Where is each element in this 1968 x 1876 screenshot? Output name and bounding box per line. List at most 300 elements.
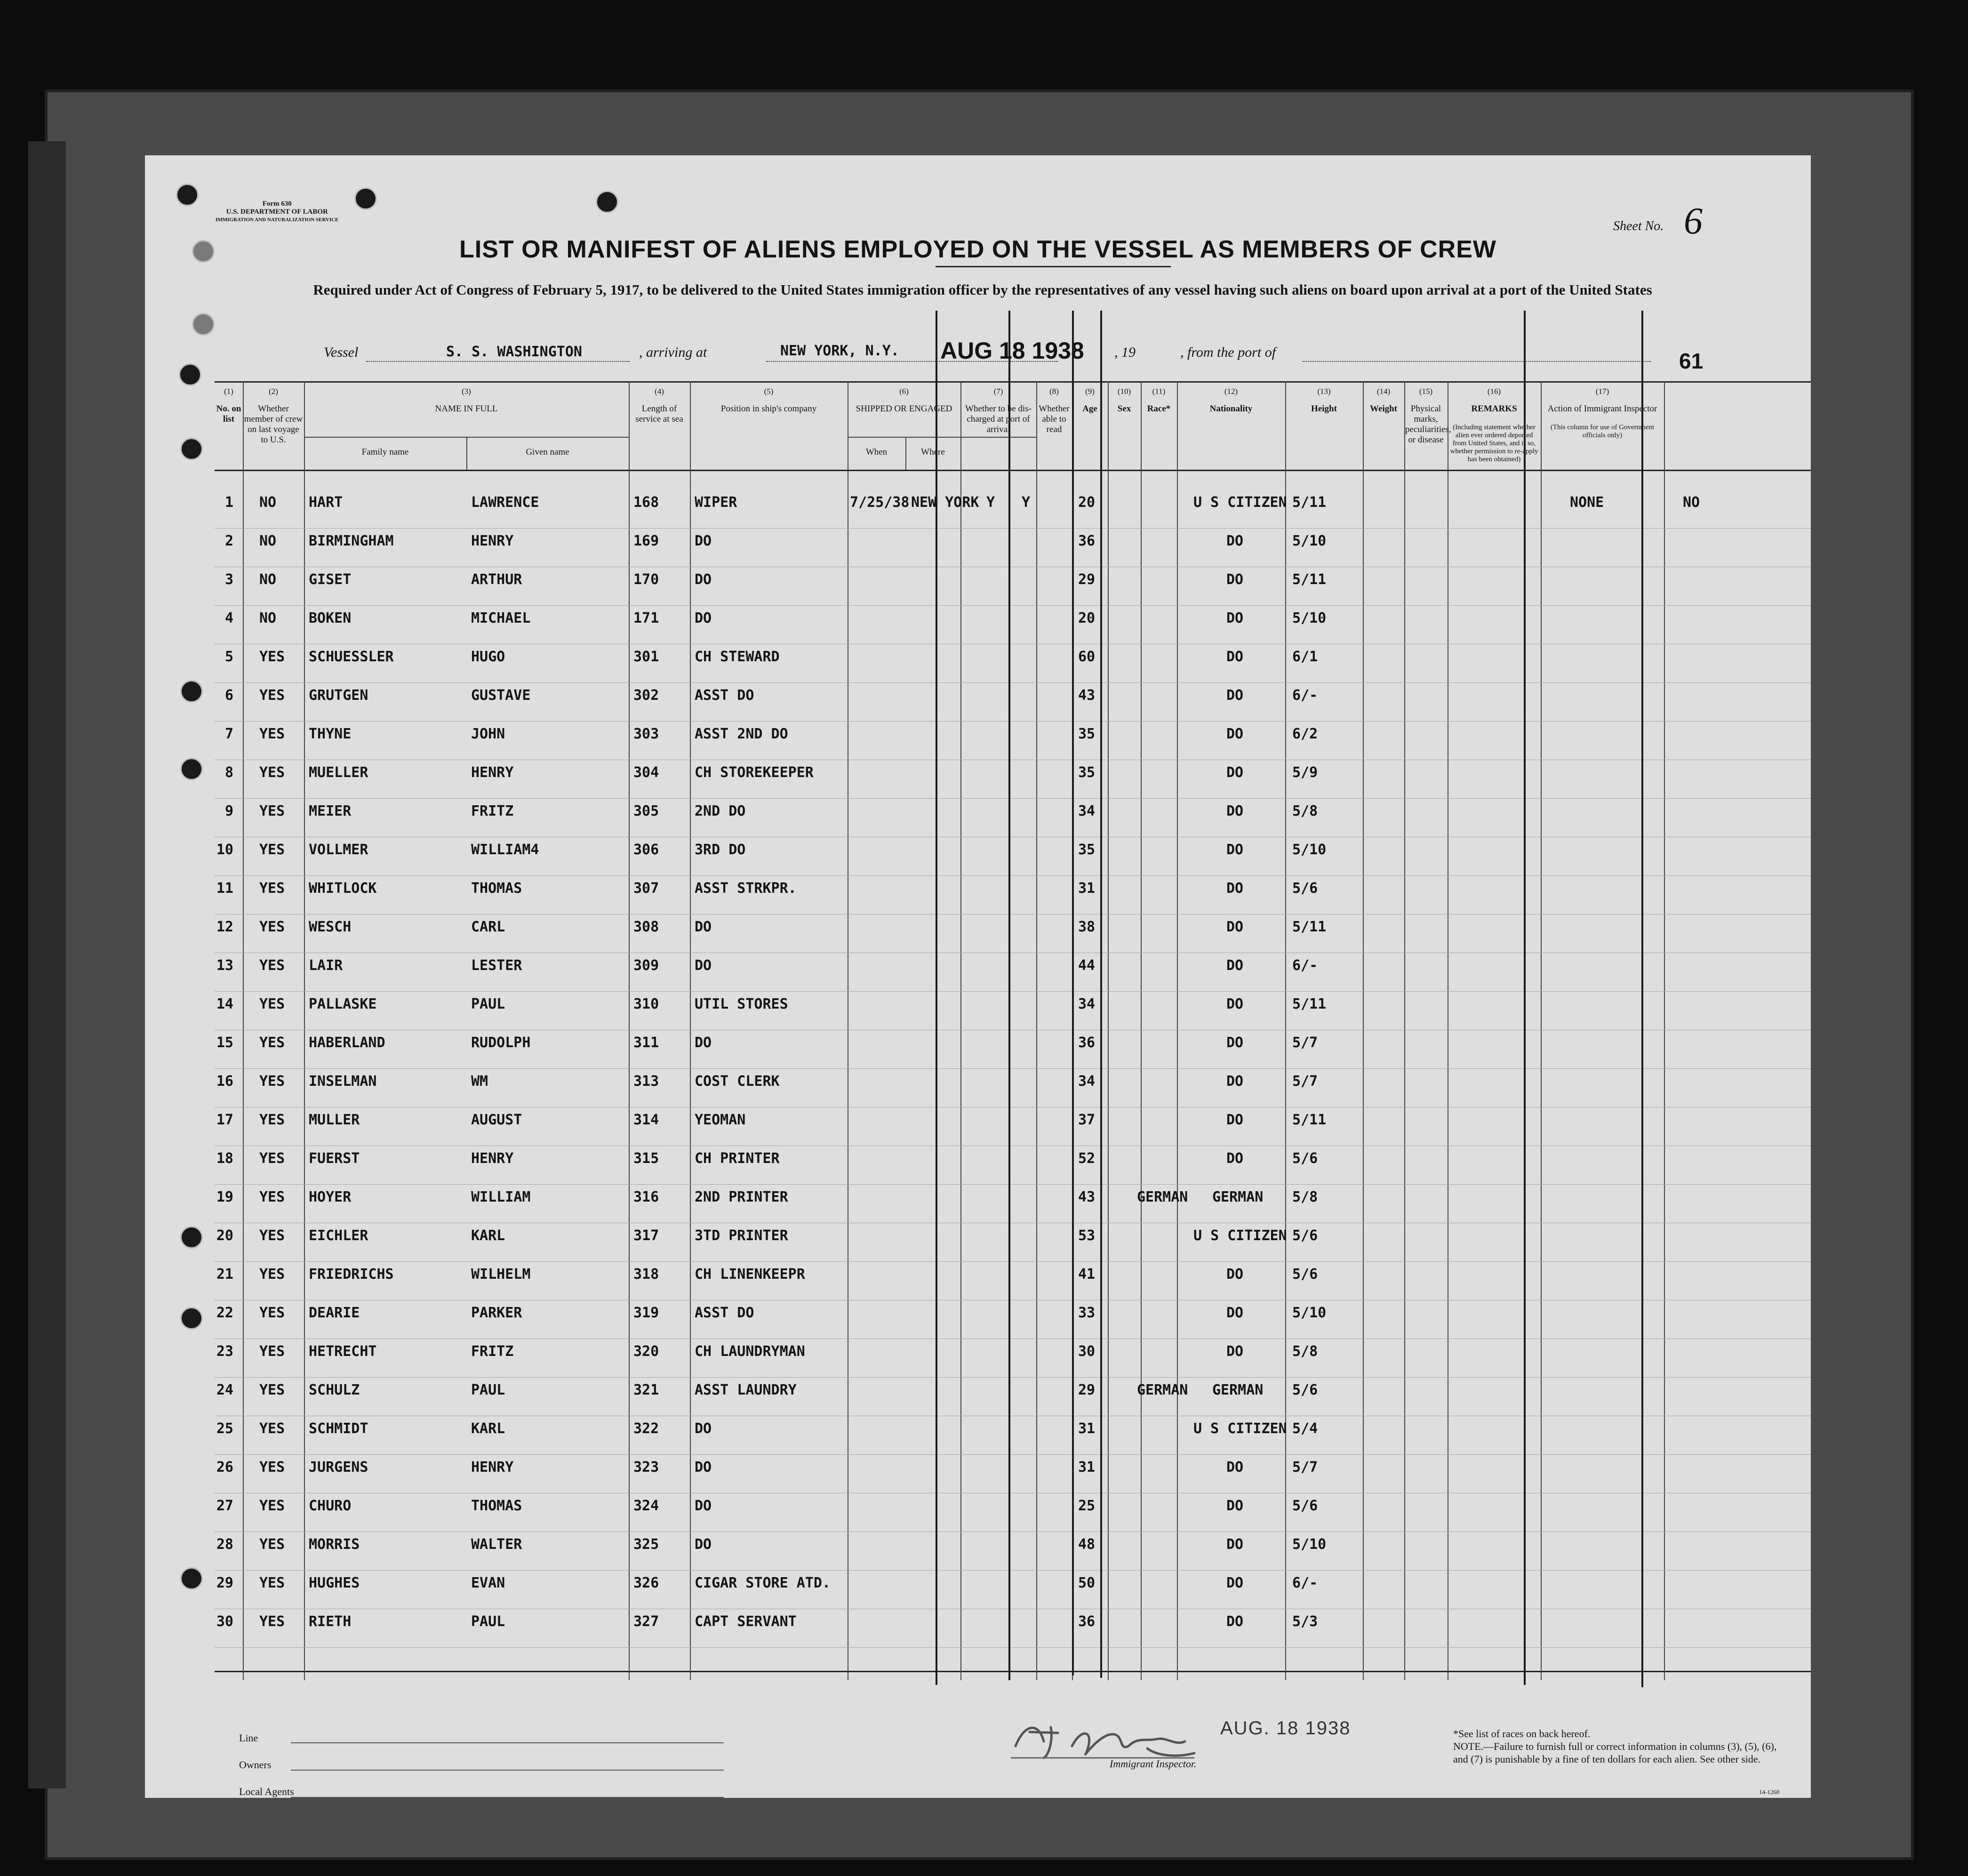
age-cell: 43 [1078,687,1096,704]
given-name-cell: KARL [471,1227,505,1244]
nationality-cell: DO [1226,1305,1244,1321]
last-voyage-cell: YES [259,1227,285,1244]
height-cell: 5/10 [1292,533,1327,549]
page-subtitle: Required under Act of Congress of February 5, 1917, to be delivered to the United States immigration officer by the representatives of any vessel having such aliens on board upon arrival at a port of the United States [313,281,1652,298]
service-length-cell: 316 [633,1189,659,1205]
position-cell: ASST STRKPR. [695,880,797,897]
service-length-cell: 311 [633,1034,659,1051]
column-number: (17) [1595,387,1609,396]
given-name-cell: PAUL [471,1382,505,1398]
row-number: 27 [216,1498,233,1514]
family-name-cell: HART [309,494,343,511]
position-cell: CH PRINTER [695,1150,780,1167]
given-name-cell: LAWRENCE [471,494,539,511]
given-name-cell: ARTHUR [471,571,522,588]
nationality-cell: DO [1226,1112,1244,1128]
punch-hole [354,187,377,210]
column-header: Action of Immigrant Inspector [1547,404,1657,414]
height-cell: 5/6 [1292,880,1318,897]
nationality-cell: DO [1226,1613,1244,1630]
physical-marks-cell: NONE [1570,494,1604,511]
position-cell: ASST DO [695,687,754,704]
position-cell: DO [695,1034,712,1051]
service-length-cell: 318 [633,1266,659,1283]
owners-field [291,1770,724,1771]
column-number: (11) [1152,387,1166,396]
given-name-cell: WILLIAM [471,1189,531,1205]
last-voyage-cell: YES [259,957,285,974]
punch-hole [176,184,199,206]
row-number: 22 [216,1305,233,1321]
age-cell: 43 [1078,1189,1096,1205]
column-number: (2) [269,387,278,396]
race-cell: U S CITIZEN [1193,1227,1287,1244]
column-rule [1108,381,1109,1680]
age-cell: 33 [1078,1305,1096,1321]
last-voyage-cell: YES [259,803,285,819]
age-cell: 48 [1078,1536,1096,1553]
given-name-cell: LESTER [471,957,522,974]
last-voyage-cell: NO [259,571,277,588]
nationality-cell: DO [1226,1343,1244,1360]
race-cell: GERMAN [1137,1189,1188,1205]
age-cell: 34 [1078,1073,1096,1090]
family-name-cell: FUERST [309,1150,360,1167]
given-name-cell: HENRY [471,764,514,781]
family-name-cell: LAIR [309,957,343,974]
column-rule [304,381,305,1680]
row-rule [215,721,1811,722]
nationality-cell: DO [1226,610,1244,626]
height-cell: 5/6 [1292,1266,1318,1283]
row-rule [215,528,1811,529]
nationality-cell: DO [1226,1498,1244,1514]
column-number: (12) [1224,387,1238,396]
shipped-where-cell: NEW YORK [911,494,979,511]
service-length-cell: 314 [633,1112,659,1128]
row-rule [215,1184,1811,1185]
column-header-note: (Including statement whether alien ever ordered deported from United States, and if so, whether permission to re-apply has been obtained) [1450,424,1538,463]
age-cell: 37 [1078,1112,1096,1128]
service-length-cell: 309 [633,957,659,974]
height-cell: 6/- [1292,687,1318,704]
position-cell: UTIL STORES [695,996,788,1012]
height-cell: 5/10 [1292,1305,1327,1321]
row-rule [215,1261,1811,1262]
row-number: 25 [216,1420,233,1437]
given-name-cell: FRITZ [471,1343,514,1360]
column-header: Position in ship's company [720,404,817,414]
family-name-cell: PALLASKE [309,996,377,1012]
last-voyage-cell: YES [259,649,285,665]
given-name-cell: FRITZ [471,803,514,819]
column-header: No. on list [216,404,241,424]
height-cell: 5/7 [1292,1034,1318,1051]
column-subheader: When [865,447,888,457]
arriving-port: NEW YORK, N.Y. [780,343,899,359]
family-name-cell: HABERLAND [309,1034,385,1051]
arriving-dotline [766,361,1058,362]
position-cell: 3RD DO [695,842,746,858]
family-name-cell: MUELLER [309,764,368,781]
row-number: 24 [216,1382,233,1398]
service-length-cell: 327 [633,1613,659,1630]
given-name-cell: MICHAEL [471,610,531,626]
row-rule [215,1570,1811,1571]
given-name-cell: WILLIAM4 [471,842,539,858]
inspector-signature [1006,1713,1204,1765]
row-number: 12 [216,919,233,935]
family-name-cell: MEIER [309,803,352,819]
row-number: 15 [216,1034,233,1051]
nationality-cell: DO [1226,571,1244,588]
race-cell: GERMAN [1137,1382,1188,1398]
service-length-cell: 304 [633,764,659,781]
last-voyage-cell: YES [259,1459,285,1475]
nationality-cell: GERMAN [1212,1189,1264,1205]
position-cell: 2ND PRINTER [695,1189,788,1205]
given-name-cell: HENRY [471,1459,514,1475]
row-number: 13 [216,957,233,974]
last-voyage-cell: NO [259,533,277,549]
service-length-cell: 317 [633,1227,659,1244]
vessel-label: Vessel [324,345,359,360]
last-voyage-cell: YES [259,1613,285,1630]
nationality-cell: DO [1226,1150,1244,1167]
punch-hole [596,191,618,213]
nationality-cell: DO [1226,1459,1244,1475]
column-rule [1177,381,1178,1680]
nationality-cell: DO [1226,687,1244,704]
row-number: 16 [216,1073,233,1090]
family-name-cell: FRIEDRICHS [309,1266,394,1283]
age-cell: 38 [1078,919,1096,935]
nationality-cell: GERMAN [1212,1382,1264,1398]
column-rule [1541,381,1542,1680]
last-voyage-cell: NO [259,610,277,626]
ditto-mark [1641,311,1643,1687]
nationality-cell: DO [1226,649,1244,665]
column-subheader: Family name [361,447,409,457]
footnotes [1453,1727,1783,1765]
punch-hole [180,1226,203,1249]
from-port-dotline [1303,361,1651,362]
year-label: , 19 [1114,345,1136,360]
service-length-cell: 170 [633,571,659,588]
height-cell: 6/2 [1292,726,1318,742]
service-length-cell: 306 [633,842,659,858]
form-code: 14-1260 [1759,1788,1780,1796]
family-name-cell: WHITLOCK [309,880,377,897]
nationality-cell: DO [1226,1575,1244,1591]
last-voyage-cell: YES [259,996,285,1012]
last-voyage-cell: YES [259,1498,285,1514]
family-name-cell: VOLLMER [309,842,368,858]
row-rule [215,875,1811,876]
given-name-cell: WILHELM [471,1266,531,1283]
column-header: Height [1311,404,1337,414]
column-number: (5) [764,387,774,396]
given-name-cell: CARL [471,919,505,935]
owners-label: Owners [239,1759,272,1771]
voyage-line [145,339,1811,372]
row-number: 30 [216,1613,233,1630]
height-cell: 5/11 [1292,996,1327,1012]
age-cell: 20 [1078,494,1096,511]
column-rule [1285,381,1286,1680]
row-number: 11 [216,880,233,897]
row-rule [215,1454,1811,1455]
last-voyage-cell: YES [259,1575,285,1591]
family-name-cell: HUGHES [309,1575,360,1591]
row-number: 4 [224,610,233,626]
column-header-note: (This column for use of Government officials only) [1550,424,1655,439]
position-cell: YEOMAN [695,1112,746,1128]
age-cell: 50 [1078,1575,1096,1591]
binder-edge [28,141,66,1788]
position-cell: DO [695,610,712,626]
given-name-cell: JOHN [471,726,505,742]
service-length-cell: 307 [633,880,659,897]
service: IMMIGRATION AND NATURALIZATION SERVICE [216,217,339,223]
age-cell: 30 [1078,1343,1096,1360]
nationality-cell: DO [1226,996,1244,1012]
form-identifier [216,200,339,224]
column-rule [960,381,961,1680]
nationality-cell: DO [1226,1266,1244,1283]
height-cell: 5/6 [1292,1227,1318,1244]
height-cell: 6/- [1292,957,1318,974]
row-number: 20 [216,1227,233,1244]
last-voyage-cell: YES [259,764,285,781]
age-cell: 31 [1078,880,1096,897]
family-name-cell: HOYER [309,1189,352,1205]
arriving-label: , arriving at [639,345,707,360]
age-cell: 35 [1078,726,1096,742]
row-number: 18 [216,1150,233,1167]
family-name-cell: MORRIS [309,1536,360,1553]
family-name-cell: BOKEN [309,610,352,626]
last-voyage-cell: YES [259,880,285,897]
given-name-cell: THOMAS [471,1498,522,1514]
inspector-date-stamp: AUG. 18 1938 [1220,1718,1351,1739]
service-length-cell: 315 [633,1150,659,1167]
position-cell: 3TD PRINTER [695,1227,788,1244]
age-cell: 31 [1078,1420,1096,1437]
position-cell: DO [695,957,712,974]
height-cell: 5/10 [1292,842,1327,858]
given-name-cell: KARL [471,1420,505,1437]
service-length-cell: 322 [633,1420,659,1437]
height-cell: 5/6 [1292,1382,1318,1398]
row-number: 29 [216,1575,233,1591]
ditto-mark [1072,311,1074,1676]
race-cell: U S CITIZEN [1193,494,1287,511]
row-number: 1 [224,494,233,511]
position-cell: DO [695,571,712,588]
position-cell: CH STEWARD [695,649,780,665]
position-cell: DO [695,1498,712,1514]
able-to-read-cell: Y [1022,494,1031,511]
age-cell: 60 [1078,649,1096,665]
service-length-cell: 325 [633,1536,659,1553]
family-name-cell: CHURO [309,1498,352,1514]
given-name-cell: AUGUST [471,1112,522,1128]
position-cell: CIGAR STORE ATD. [695,1575,831,1591]
given-name-cell: GUSTAVE [471,687,531,704]
column-number: (3) [462,387,471,396]
position-cell: CH LAUNDRYMAN [695,1343,805,1360]
row-number: 17 [216,1112,233,1128]
height-cell: 5/8 [1292,1189,1318,1205]
column-rule [1404,381,1405,1680]
row-number: 8 [224,764,233,781]
column-number: (14) [1376,387,1391,396]
service-length-cell: 305 [633,803,659,819]
row-rule [215,1377,1811,1378]
given-name-cell: THOMAS [471,880,522,897]
vessel-dotline [366,361,630,362]
position-cell: 2ND DO [695,803,746,819]
position-cell: DO [695,533,712,549]
row-number: 9 [224,803,233,819]
service-length-cell: 169 [633,533,659,549]
punch-hole [180,1567,203,1590]
height-cell: 5/4 [1292,1420,1318,1437]
sheet-number: 6 [1684,200,1703,242]
last-voyage-cell: YES [259,687,285,704]
given-name-cell: HENRY [471,533,514,549]
position-cell: DO [695,1420,712,1437]
row-number: 6 [224,687,233,704]
title-underline [936,266,1171,267]
service-length-cell: 303 [633,726,659,742]
column-number: (10) [1117,387,1131,396]
nationality-cell: DO [1226,764,1244,781]
service-length-cell: 171 [633,610,659,626]
row-rule [215,605,1811,606]
row-rule [215,798,1811,799]
nationality-cell: DO [1226,1034,1244,1051]
column-subheader: Given name [526,447,569,457]
family-name-cell: RIETH [309,1613,352,1630]
height-cell: 5/10 [1292,1536,1327,1553]
height-cell: 5/11 [1292,1112,1327,1128]
service-length-cell: 326 [633,1575,659,1591]
height-cell: 5/9 [1292,764,1318,781]
race-note: *See list of races on back hereof. [1453,1728,1591,1740]
family-name-cell: SCHMIDT [309,1420,368,1437]
family-name-cell: INSELMAN [309,1073,377,1090]
column-header: Sex [1117,404,1131,414]
line-label: Line [239,1732,258,1744]
form-number: Form 630 [262,200,292,208]
row-number: 14 [216,996,233,1012]
nationality-cell: DO [1226,880,1244,897]
service-length-cell: 321 [633,1382,659,1398]
nationality-cell: DO [1226,919,1244,935]
age-cell: 41 [1078,1266,1096,1283]
position-cell: DO [695,919,712,935]
age-cell: 29 [1078,1382,1096,1398]
penalty-note: NOTE.—Failure to furnish full or correct information in columns (3), (5), (6), and (7) is punishable by a fine of ten dollars for each alien. See other side. [1453,1740,1777,1765]
row-number: 28 [216,1536,233,1553]
punch-hole [180,680,203,703]
position-cell: CAPT SERVANT [695,1613,797,1630]
age-cell: 29 [1078,571,1096,588]
column-rule [690,381,691,1680]
column-rule [1141,381,1142,1680]
row-number: 2 [224,533,233,549]
family-name-cell: THYNE [309,726,352,742]
family-name-cell: HETRECHT [309,1343,377,1360]
row-number: 3 [224,571,233,588]
punch-hole [180,438,203,460]
row-rule [215,682,1811,683]
column-number: (8) [1049,387,1059,396]
column-header: Length of service at sea [635,404,683,424]
service-length-cell: 323 [633,1459,659,1475]
family-name-cell: BIRMINGHAM [309,533,394,549]
row-number: 5 [224,649,233,665]
ditto-mark [936,311,937,1685]
family-name-cell: DEARIE [309,1305,360,1321]
punch-hole [192,313,215,336]
height-cell: 5/3 [1292,1613,1318,1630]
given-name-cell: PAUL [471,1613,505,1630]
ditto-mark [1524,311,1526,1685]
given-name-cell: HUGO [471,649,505,665]
punch-hole [180,1307,203,1330]
last-voyage-cell: YES [259,1189,285,1205]
given-name-cell: WALTER [471,1536,522,1553]
shipped-when-cell: 7/25/38 [850,494,910,511]
height-cell: 5/6 [1292,1498,1318,1514]
column-rule [1363,381,1364,1680]
nationality-cell: DO [1226,1073,1244,1090]
service-length-cell: 313 [633,1073,659,1090]
punch-hole [180,758,203,780]
column-header: Physical marks, peculiarities, or disease [1405,404,1451,445]
from-port-label: , from the port of [1180,345,1276,360]
family-name-cell: SCHUESSLER [309,649,394,665]
race-cell: U S CITIZEN [1193,1420,1287,1437]
page-number: 61 [1679,349,1704,373]
last-voyage-cell: YES [259,1266,285,1283]
age-cell: 34 [1078,803,1096,819]
position-cell: ASST 2ND DO [695,726,788,742]
last-voyage-cell: YES [259,1150,285,1167]
header-bottom-rule [215,470,1811,471]
page-title: LIST OR MANIFEST OF ALIENS EMPLOYED ON THE VESSEL AS MEMBERS OF CREW [459,236,1496,263]
age-cell: 35 [1078,842,1096,858]
column-header: Whether member of crew on last voyage to U.S. [244,404,303,445]
age-cell: 36 [1078,1034,1096,1051]
service-length-cell: 310 [633,996,659,1012]
column-header: Age [1082,404,1097,414]
column-header: Weight [1369,404,1398,414]
row-number: 23 [216,1343,233,1360]
last-voyage-cell: YES [259,1305,285,1321]
row-rule [215,1068,1811,1069]
height-cell: 5/7 [1292,1073,1318,1090]
age-cell: 36 [1078,533,1096,549]
column-number: (9) [1085,387,1095,396]
position-cell: ASST LAUNDRY [695,1382,797,1398]
column-rule [1036,381,1037,1680]
shipped-sub-rule [848,437,1036,438]
column-header: SHIPPED OR ENGAGED [856,404,952,414]
